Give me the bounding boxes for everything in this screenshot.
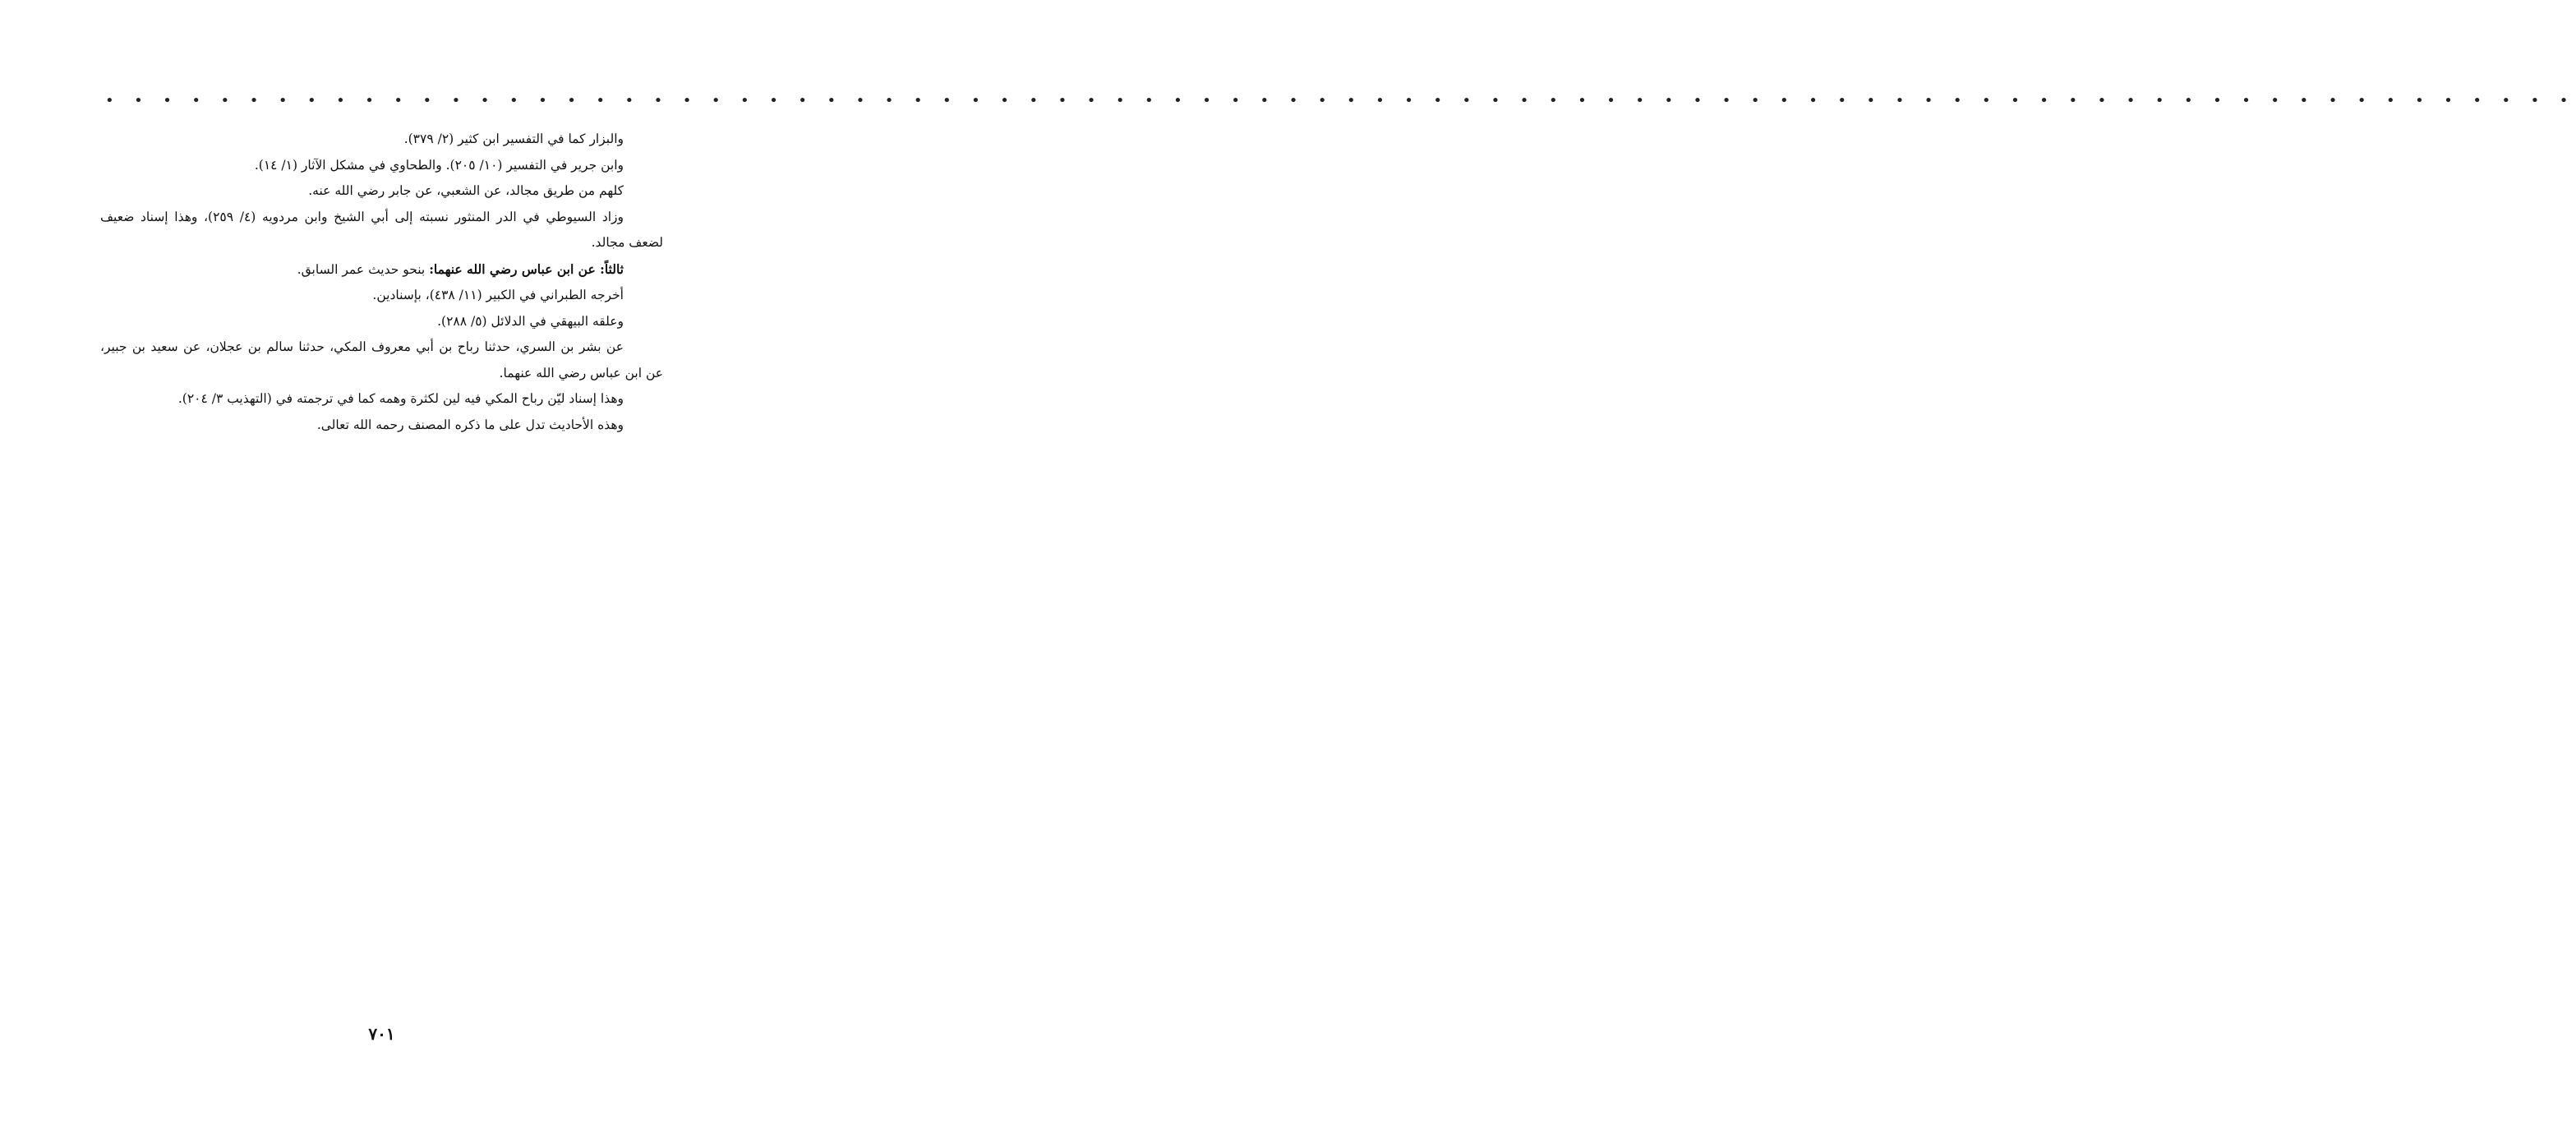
paragraph-tabarani: أخرجه الطبراني في الكبير (١١/ ٤٣٨)، بإسنادين. <box>372 288 624 302</box>
paragraph-conclusion: وهذه الأحاديث تدل على ما ذكره المصنف رحمه الله تعالى. <box>316 417 624 432</box>
section-heading-rest: بنحو حديث عمر السابق. <box>297 261 430 277</box>
paragraph-bazzar: والبزار كما في التفسير ابن كثير (٢/ ٣٧٩). <box>403 131 624 146</box>
paragraph-bayhaqi: وعلقه البيهقي في الدلائل (٥/ ٢٨٨). <box>437 313 624 329</box>
page-number: ٧٠١ <box>368 1024 395 1044</box>
paragraph-ibn-jarir: وابن جرير في التفسير (١٠/ ٢٠٥). والطحاوي في مشكل الآثار (١/ ١٤). <box>254 157 624 173</box>
section-heading-third: ثالثاً: عن ابن عباس رضي الله عنهما: <box>429 261 624 277</box>
paragraph-chain-bishr: عن بشر بن السري، حدثنا رباح بن أبي معروف المكي، حدثنا سالم بن عجلان، عن سعيد بن جبير، عن ابن عباس رضي الله عنهما. <box>100 339 663 381</box>
separator-dots: • • • • • • • • • • • • • • • • • • • • • • • • • • • • • • • • • • • • • • • • • • • • • • • • • • • • • • • • • • • • • • • • • • • • • • • • • • • • • • • • • • • • • • <box>105 92 2576 109</box>
paragraph-mujalid-chain: كلهم من طريق مجالد، عن الشعبي، عن جابر رضي الله عنه. <box>308 183 624 198</box>
body-text <box>100 127 663 438</box>
paragraph-third-ibn-abbas <box>100 256 663 284</box>
paragraph-suyuti: وزاد السيوطي في الدر المنثور نسبته إلى أبي الشيخ وابن مردويه (٤/ ٢٥٩)، وهذا إسناد ضعيف لضعف مجالد. <box>100 209 663 250</box>
paragraph-isnad-weak: وهذا إسناد ليّن رباح المكي فيه لين لكثرة وهمه كما في ترجمته في (التهذيب ٣/ ٢٠٤). <box>177 391 624 406</box>
